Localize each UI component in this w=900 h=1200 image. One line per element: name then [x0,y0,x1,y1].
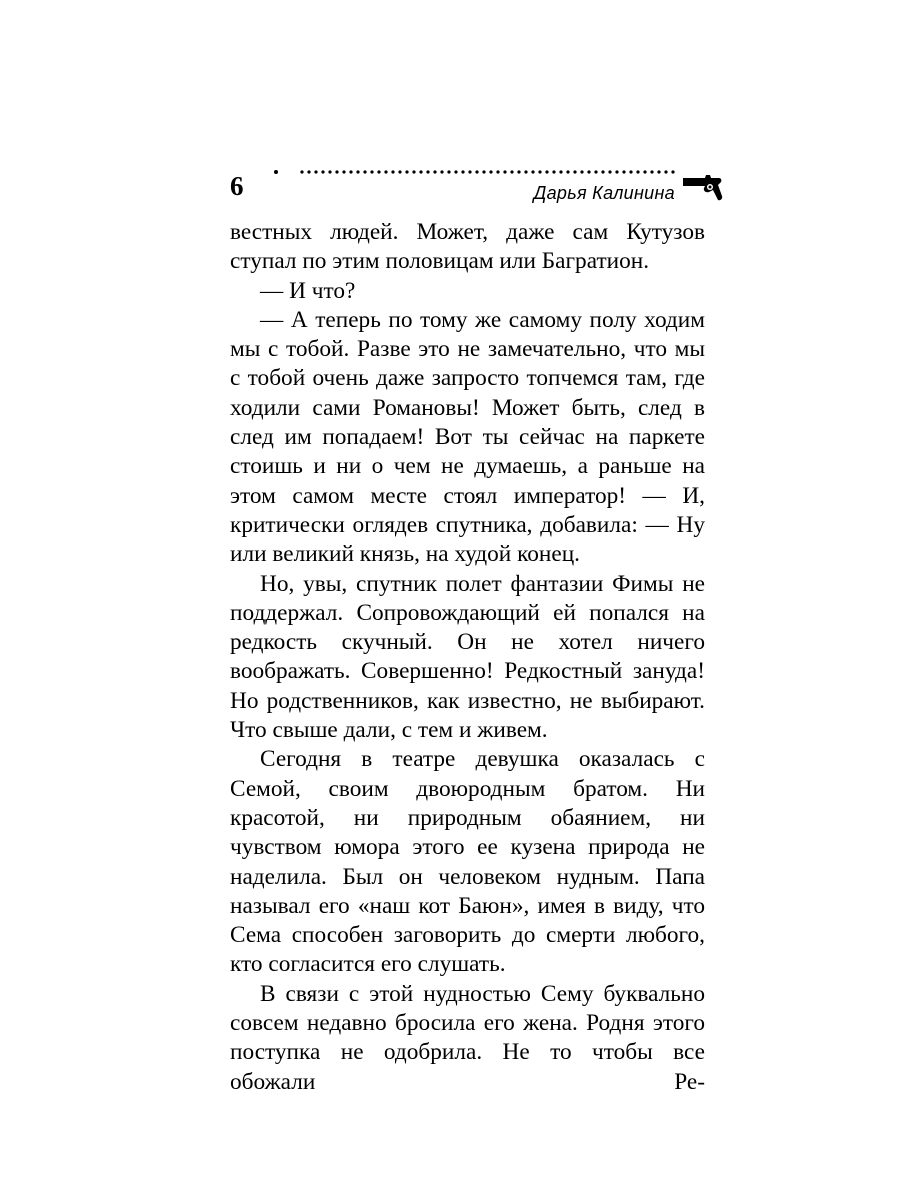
body-text [230,218,705,1097]
paragraph: — И что? [260,277,356,304]
page-number: 6 [230,171,244,201]
paragraph: В связи с этой нудностью Сему буквально совсем недавно бросила его жена. Родня этого поступка не одобрила. Не то чтобы все обожали Ре- [230,980,705,1095]
paragraph: Сегодня в театре девушка оказалась с Семой, своим двоюродным братом. Ни красотой, ни природным обаянием, ни чувством юмора этого ее кузена природа не наделила. Был он человеком нудным. Папа называл его «наш кот Баюн», имея в виду, что Сема способен заговорить до смерти любого, кто согласится его слушать. [230,746,705,978]
dotted-rule [272,163,680,175]
paragraph: — А теперь по тому же самому полу ходим мы с тобой. Разве это не замечательно, что мы с тобой очень даже запросто топчемся там, где ходили сами Романовы! Может быть, след в след им попадаем! Вот ты сейчас на паркете стоишь и ни о чем не думаешь, а раньше на этом самом месте стоял император! — И, критически оглядев спутника, добавила: — Ну или великий князь, на худой конец. [230,306,705,568]
paragraph: вестных людей. Может, даже сам Кутузов ступал по этим половицам или Багратион. [230,219,705,275]
paragraph: Но, увы, спутник полет фантазии Фимы не поддержал. Сопровождающий ей попался на редкость скучный. Он не хотел ничего воображать. Совершенно! Редкостный зануда! Но родственников, как известно, не выбирают. Что свыше дали, с тем и живем. [230,570,705,744]
running-head-author: Дарья Калинина [533,183,675,203]
revolver-icon [683,170,725,202]
